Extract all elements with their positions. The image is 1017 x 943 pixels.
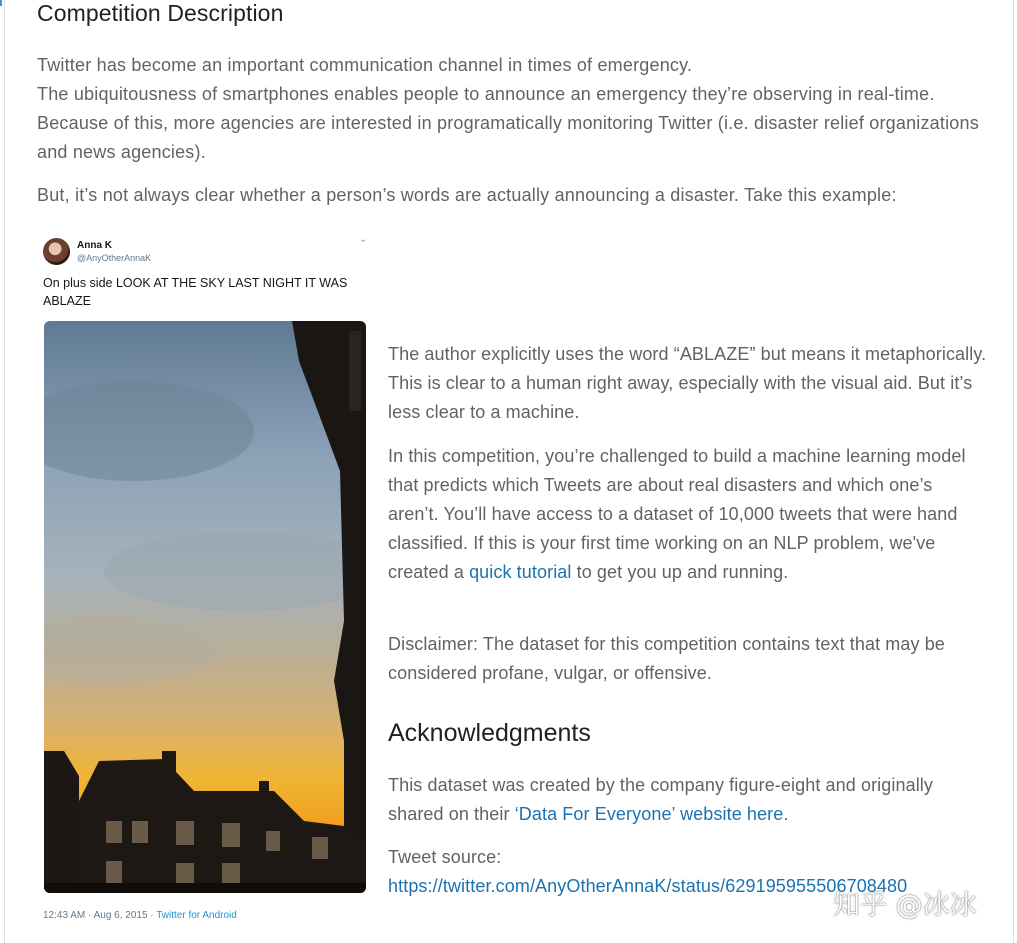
scroll-accent	[0, 0, 2, 6]
section-title: Competition Description	[37, 0, 284, 26]
embedded-tweet	[43, 232, 373, 932]
explanation-paragraph: The author explicitly uses the word “ABLAZE” but means it metaphorically. This is clear to a human right away, especially with the visual aid. But it’s less clear to a machine.	[388, 344, 987, 422]
tweet-source-app-link[interactable]: Twitter for Android	[156, 910, 237, 921]
challenge-text: In this competition, you’re challenged to build a machine learning model that predicts which Tweets are about real disasters and which one’s aren’t. You’ll have access to a dataset of 10,000 tweets that were hand classified. If this is your first time working on an NLP problem, we've created a	[388, 446, 966, 582]
acknowledgments-heading: Acknowledgments	[388, 719, 591, 747]
sunset-sky-image	[44, 321, 366, 893]
challenge-text-end: to get you up and running.	[571, 562, 789, 582]
acknowledgments-paragraph	[388, 771, 988, 829]
avatar	[43, 238, 70, 265]
challenge-paragraph	[388, 442, 988, 587]
data-for-everyone-link[interactable]: ‘Data For Everyone’ website here	[514, 804, 784, 824]
quick-tutorial-link[interactable]: quick tutorial	[469, 562, 572, 582]
tweet-author-name: Anna K	[77, 240, 112, 251]
tweet-photo	[44, 321, 366, 893]
watermark: 知乎 @冰冰	[833, 890, 977, 921]
tweet-author-handle: @AnyOtherAnnaK	[77, 253, 152, 263]
disclaimer-paragraph: Disclaimer: The dataset for this competition contains text that may be considered profane, vulgar, or offensive.	[388, 634, 945, 683]
tweet-meta	[43, 910, 237, 921]
tweet-timestamp: 12:43 AM · Aug 6, 2015 ·	[43, 910, 157, 921]
intro-line-2: The ubiquitousness of smartphones enables people to announce an emergency they’re observing in real-time. Because of this, more agencies are interested in programatically monitoring Twitter (i.e. disaster relief organizations and news agencies).	[37, 84, 979, 162]
intro-paragraph	[37, 51, 987, 167]
intro-line-1: Twitter has become an important communication channel in times of emergency.	[37, 55, 693, 75]
tweet-source-label: Tweet source:	[388, 847, 502, 867]
tweet-text: On plus side LOOK AT THE SKY LAST NIGHT IT WAS ABLAZE	[43, 276, 348, 308]
content-border-left	[4, 0, 5, 943]
content-border-right	[1013, 0, 1014, 943]
acknowledgments-text-end: .	[783, 804, 789, 824]
intro-example-paragraph: But, it’s not always clear whether a person’s words are actually announcing a disaster. Take this example:	[37, 185, 897, 205]
chevron-down-icon[interactable]: ⌄	[359, 234, 368, 245]
tweet-source-link[interactable]: https://twitter.com/AnyOtherAnnaK/status/629195955506708480	[388, 876, 908, 896]
acknowledgments-text: This dataset was created by the company figure-eight and originally shared on their	[388, 775, 933, 824]
